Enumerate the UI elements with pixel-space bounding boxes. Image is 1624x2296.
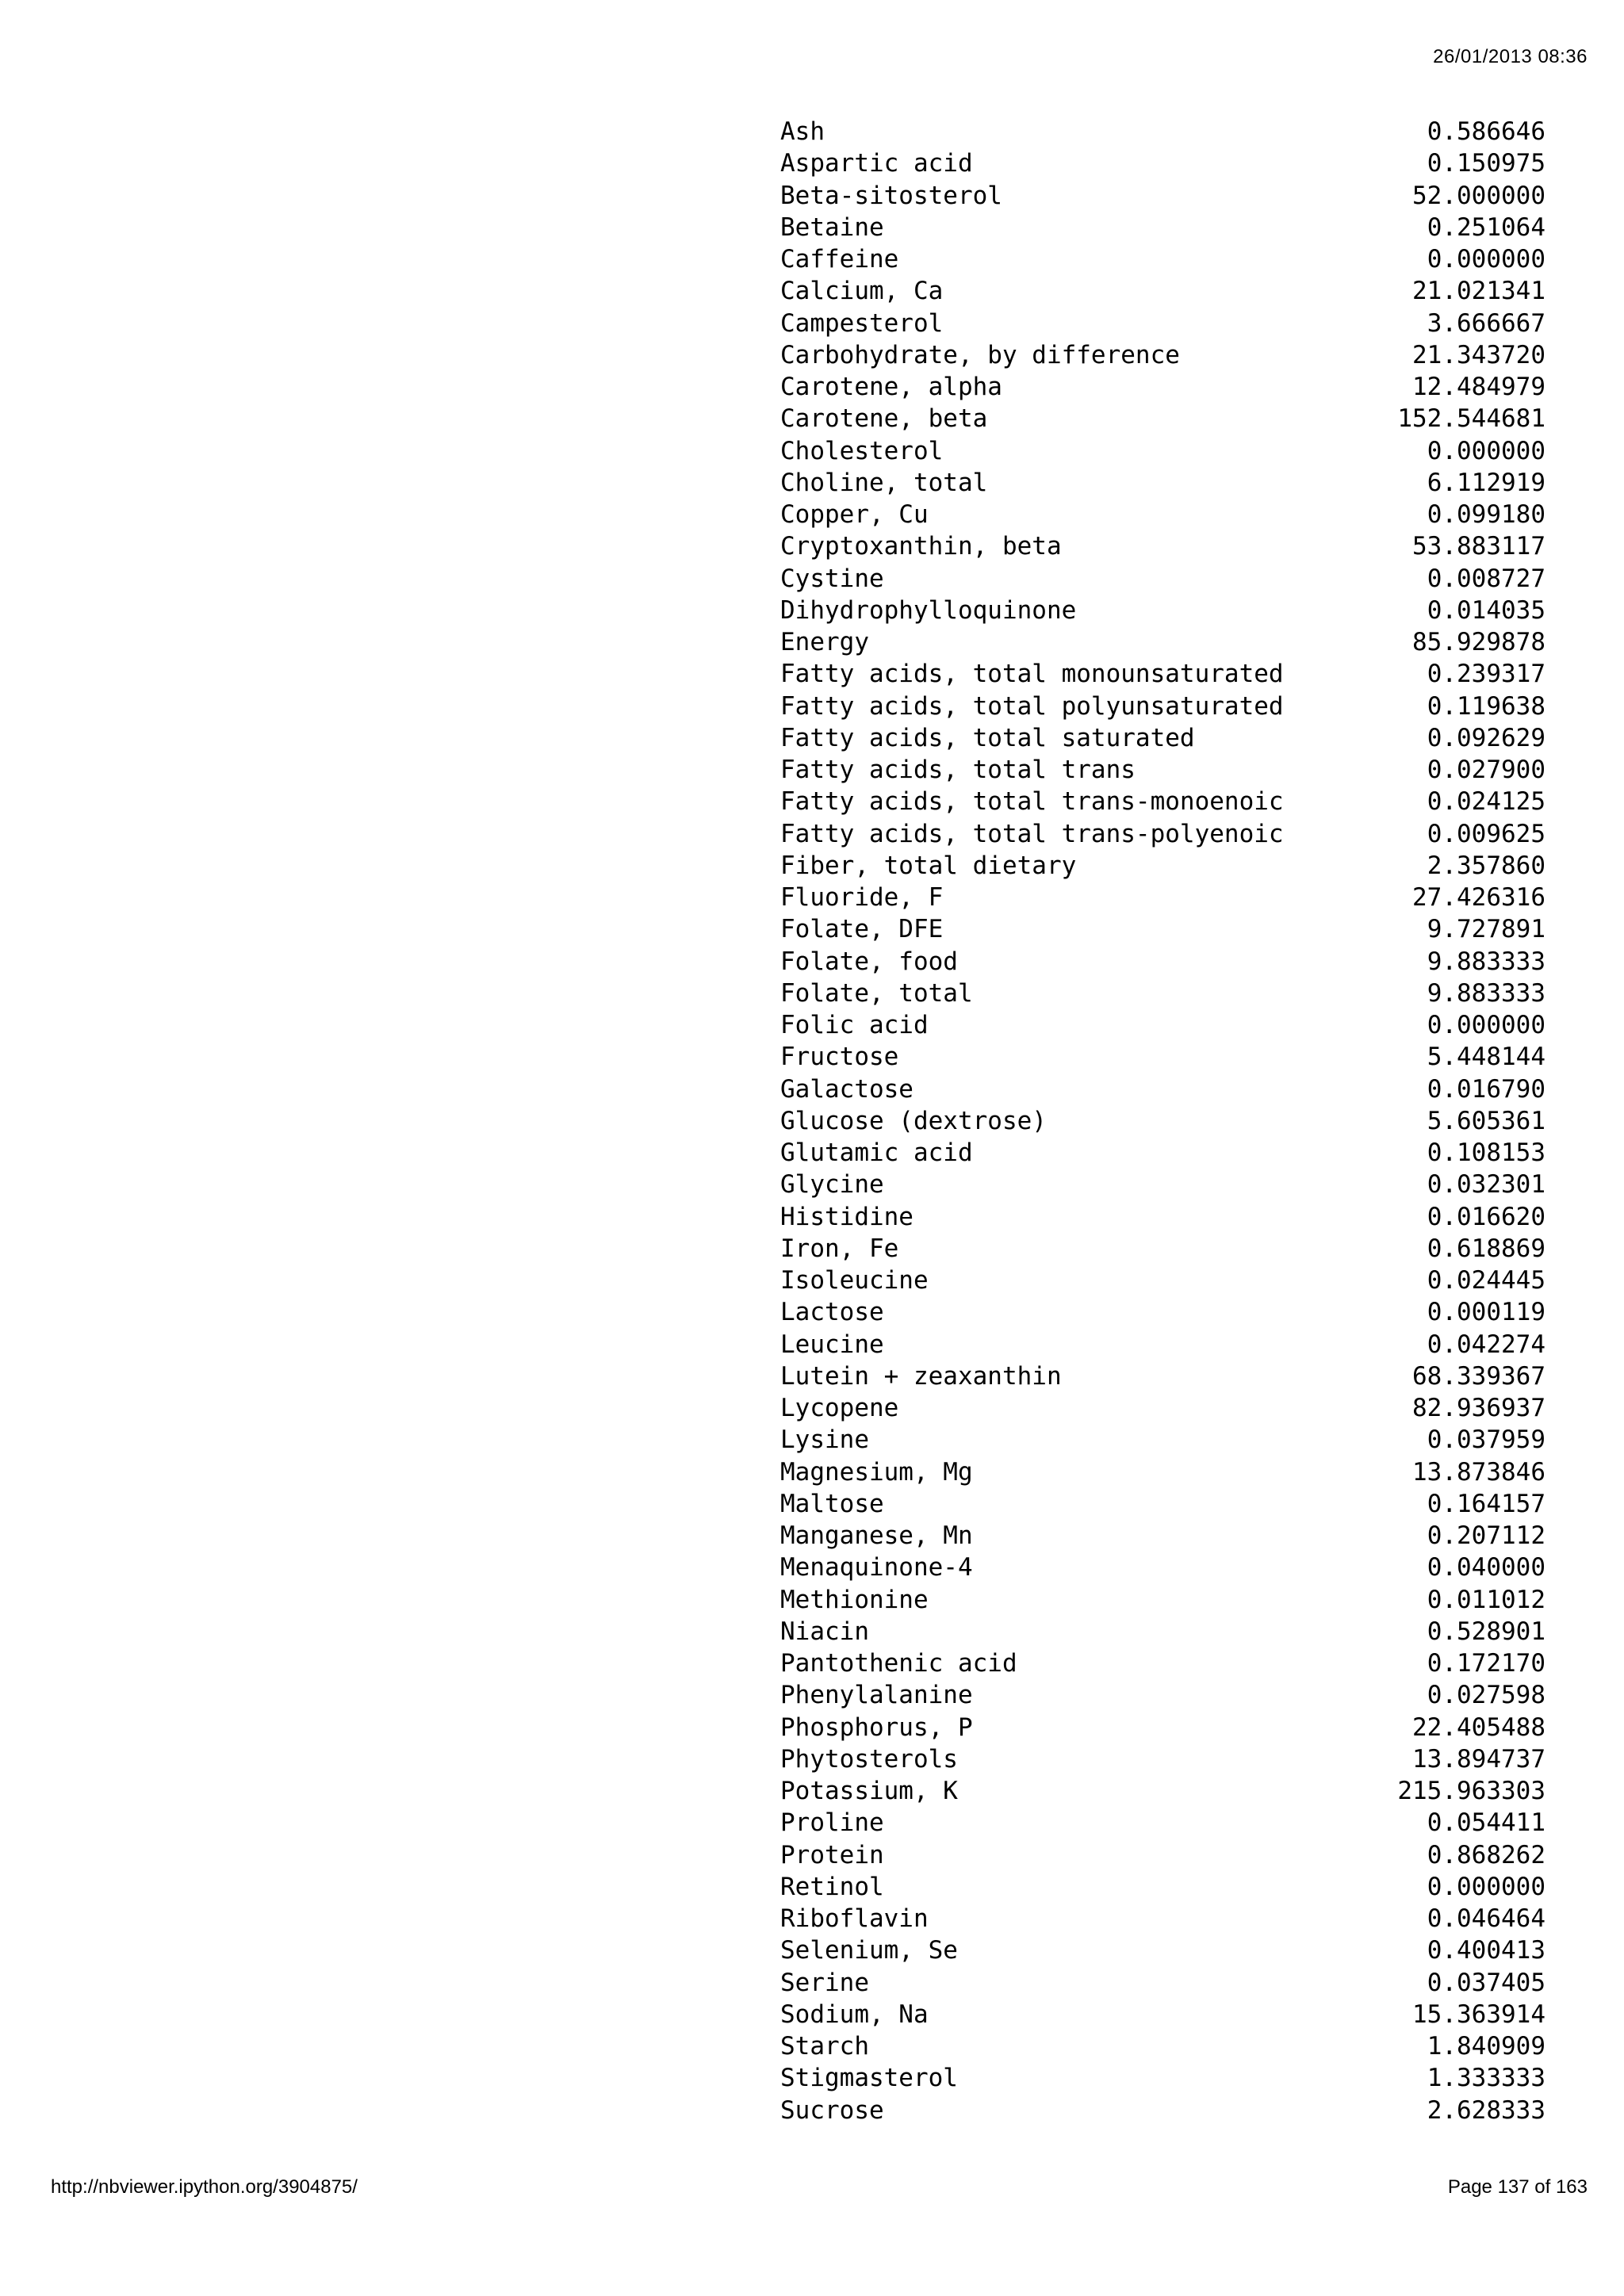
table-row xyxy=(780,818,1545,850)
table-row xyxy=(780,1424,1545,1456)
nutrient-name: Fructose xyxy=(780,1043,899,1072)
table-row xyxy=(780,1392,1545,1424)
nutrient-name: Lycopene xyxy=(780,1394,899,1423)
nutrient-name: Fatty acids, total polyunsaturated xyxy=(780,691,1284,721)
nutrient-name: Glucose (dextrose) xyxy=(780,1106,1047,1135)
nutrient-name: Proline xyxy=(780,1808,884,1838)
nutrient-value: 82.936937 xyxy=(1412,1394,1545,1423)
nutrient-value: 0.040000 xyxy=(1427,1553,1545,1582)
table-row xyxy=(780,2030,1545,2062)
nutrient-name: Fatty acids, total trans-polyenoic xyxy=(780,819,1284,848)
nutrient-value: 0.000119 xyxy=(1427,1298,1545,1327)
nutrient-name: Lutein + zeaxanthin xyxy=(780,1361,1062,1391)
nutrient-value: 5.605361 xyxy=(1427,1106,1545,1135)
table-row xyxy=(780,499,1545,530)
table-row xyxy=(780,467,1545,499)
table-row xyxy=(780,1934,1545,1966)
nutrient-value: 0.000000 xyxy=(1427,436,1545,465)
table-row xyxy=(780,1137,1545,1169)
nutrient-value: 0.016790 xyxy=(1427,1074,1545,1104)
nutrient-name: Folate, food xyxy=(780,947,958,976)
nutrient-value: 2.357860 xyxy=(1427,851,1545,880)
nutrient-name: Fatty acids, total trans-monoenoic xyxy=(780,787,1284,817)
table-row xyxy=(780,946,1545,978)
nutrient-name: Lysine xyxy=(780,1425,869,1455)
nutrient-name: Folate, DFE xyxy=(780,915,944,944)
nutrient-value: 9.883333 xyxy=(1427,978,1545,1008)
table-row xyxy=(780,1456,1545,1488)
nutrient-value: 13.873846 xyxy=(1412,1457,1545,1487)
nutrient-name: Starch xyxy=(780,2032,869,2061)
table-row xyxy=(780,530,1545,562)
nutrient-name: Protein xyxy=(780,1840,884,1869)
nutrient-name: Selenium, Se xyxy=(780,1936,958,1965)
nutrient-value: 21.343720 xyxy=(1412,340,1545,369)
nutrient-name: Iron, Fe xyxy=(780,1234,899,1263)
table-row xyxy=(780,212,1545,243)
nutrient-value: 0.008727 xyxy=(1427,564,1545,593)
nutrient-value: 53.883117 xyxy=(1412,532,1545,561)
nutrient-value: 0.027900 xyxy=(1427,756,1545,785)
nutrient-value: 0.099180 xyxy=(1427,500,1545,530)
nutrient-value: 9.727891 xyxy=(1427,915,1545,944)
nutrient-value: 0.032301 xyxy=(1427,1170,1545,1200)
nutrient-value: 0.586646 xyxy=(1427,117,1545,147)
nutrient-name: Folic acid xyxy=(780,1011,929,1040)
table-row xyxy=(780,882,1545,913)
nutrient-value: 1.333333 xyxy=(1427,2064,1545,2093)
nutrient-value: 0.400413 xyxy=(1427,1936,1545,1965)
nutrient-name: Copper, Cu xyxy=(780,500,929,530)
nutrient-name: Glycine xyxy=(780,1170,884,1200)
nutrient-name: Phosphorus, P xyxy=(780,1712,973,1742)
table-row xyxy=(780,1265,1545,1296)
nutrient-name: Fiber, total dietary xyxy=(780,851,1077,880)
table-row xyxy=(780,1296,1545,1328)
nutrient-value: 0.000000 xyxy=(1427,245,1545,274)
nutrient-name: Riboflavin xyxy=(780,1904,929,1934)
nutrient-value: 0.092629 xyxy=(1427,723,1545,752)
table-row xyxy=(780,1329,1545,1360)
table-row xyxy=(780,1360,1545,1392)
nutrient-name: Cystine xyxy=(780,564,884,593)
nutrient-value: 0.150975 xyxy=(1427,149,1545,178)
nutrient-value: 0.207112 xyxy=(1427,1521,1545,1551)
table-row xyxy=(780,147,1545,179)
nutrient-name: Calcium, Ca xyxy=(780,277,944,306)
nutrient-name: Niacin xyxy=(780,1617,869,1646)
table-row xyxy=(780,116,1545,147)
table-row xyxy=(780,1999,1545,2030)
table-row xyxy=(780,1041,1545,1073)
nutrient-name: Cryptoxanthin, beta xyxy=(780,532,1062,561)
nutrient-name: Fluoride, F xyxy=(780,883,944,913)
nutrient-name: Magnesium, Mg xyxy=(780,1457,973,1487)
nutrient-value: 0.000000 xyxy=(1427,1872,1545,1901)
table-row xyxy=(780,754,1545,786)
table-row xyxy=(780,1743,1545,1775)
nutrient-value: 6.112919 xyxy=(1427,468,1545,497)
nutrient-value: 0.009625 xyxy=(1427,819,1545,848)
table-row xyxy=(780,1488,1545,1520)
nutrient-value: 0.037405 xyxy=(1427,1968,1545,1997)
table-row xyxy=(780,1009,1545,1041)
nutrient-value: 5.448144 xyxy=(1427,1043,1545,1072)
table-row xyxy=(780,435,1545,467)
nutrient-name: Serine xyxy=(780,1968,869,1997)
nutrient-name: Methionine xyxy=(780,1585,929,1614)
nutrient-value: 0.027598 xyxy=(1427,1681,1545,1710)
table-row xyxy=(780,1169,1545,1200)
nutrient-value: 0.046464 xyxy=(1427,1904,1545,1934)
table-row xyxy=(780,308,1545,339)
nutrient-value: 12.484979 xyxy=(1412,373,1545,402)
nutrient-table xyxy=(780,116,1545,2126)
nutrient-name: Beta-sitosterol xyxy=(780,181,1002,210)
table-row xyxy=(780,1679,1545,1711)
nutrient-name: Sodium, Na xyxy=(780,1999,929,2029)
nutrient-value: 21.021341 xyxy=(1412,277,1545,306)
nutrient-name: Menaquinone-4 xyxy=(780,1553,973,1582)
nutrient-value: 85.929878 xyxy=(1412,628,1545,657)
table-row xyxy=(780,1073,1545,1105)
nutrient-name: Aspartic acid xyxy=(780,149,973,178)
table-row xyxy=(780,1967,1545,1999)
table-row xyxy=(780,1712,1545,1743)
nutrient-value: 0.000000 xyxy=(1427,1011,1545,1040)
nutrient-value: 215.963303 xyxy=(1397,1777,1545,1806)
table-row xyxy=(780,275,1545,307)
nutrient-name: Ash xyxy=(780,117,825,147)
table-row xyxy=(780,1584,1545,1616)
nutrient-value: 0.042274 xyxy=(1427,1330,1545,1359)
table-row xyxy=(780,595,1545,626)
table-row xyxy=(780,371,1545,403)
table-row xyxy=(780,1616,1545,1647)
nutrient-name: Cholesterol xyxy=(780,436,944,465)
nutrient-name: Carbohydrate, by difference xyxy=(780,340,1180,369)
nutrient-name: Phytosterols xyxy=(780,1744,958,1774)
nutrient-name: Pantothenic acid xyxy=(780,1649,1017,1678)
nutrient-name: Stigmasterol xyxy=(780,2064,958,2093)
nutrient-value: 0.011012 xyxy=(1427,1585,1545,1614)
nutrient-value: 0.054411 xyxy=(1427,1808,1545,1838)
nutrient-value: 0.014035 xyxy=(1427,595,1545,625)
table-row xyxy=(780,658,1545,690)
table-row xyxy=(780,1775,1545,1807)
table-row xyxy=(780,1647,1545,1679)
table-row xyxy=(780,1871,1545,1903)
nutrient-name: Leucine xyxy=(780,1330,884,1359)
nutrient-name: Carotene, alpha xyxy=(780,373,1002,402)
nutrient-value: 15.363914 xyxy=(1412,1999,1545,2029)
table-row xyxy=(780,626,1545,658)
table-row xyxy=(780,691,1545,722)
nutrient-name: Manganese, Mn xyxy=(780,1521,973,1551)
table-row xyxy=(780,180,1545,212)
nutrient-value: 27.426316 xyxy=(1412,883,1545,913)
nutrient-value: 0.172170 xyxy=(1427,1649,1545,1678)
nutrient-name: Betaine xyxy=(780,212,884,242)
nutrient-name: Fatty acids, total trans xyxy=(780,756,1136,785)
nutrient-value: 0.618869 xyxy=(1427,1234,1545,1263)
table-row xyxy=(780,2062,1545,2094)
table-row xyxy=(780,786,1545,817)
nutrient-value: 0.251064 xyxy=(1427,212,1545,242)
nutrient-name: Sucrose xyxy=(780,2095,884,2125)
nutrient-name: Histidine xyxy=(780,1202,914,1231)
table-row xyxy=(780,1105,1545,1137)
table-row xyxy=(780,1839,1545,1871)
nutrient-name: Campesterol xyxy=(780,308,944,338)
table-row xyxy=(780,1807,1545,1839)
nutrient-name: Isoleucine xyxy=(780,1266,929,1295)
nutrient-value: 0.164157 xyxy=(1427,1489,1545,1518)
table-row xyxy=(780,243,1545,275)
nutrient-value: 0.528901 xyxy=(1427,1617,1545,1646)
table-row xyxy=(780,2095,1545,2126)
table-row xyxy=(780,1520,1545,1552)
nutrient-value: 3.666667 xyxy=(1427,308,1545,338)
nutrient-name: Potassium, K xyxy=(780,1777,958,1806)
nutrient-name: Energy xyxy=(780,628,869,657)
nutrient-value: 0.024125 xyxy=(1427,787,1545,817)
nutrient-name: Maltose xyxy=(780,1489,884,1518)
nutrient-value: 0.239317 xyxy=(1427,660,1545,689)
nutrient-name: Dihydrophylloquinone xyxy=(780,595,1077,625)
table-row xyxy=(780,850,1545,882)
table-row xyxy=(780,1201,1545,1233)
nutrient-value: 22.405488 xyxy=(1412,1712,1545,1742)
nutrient-value: 68.339367 xyxy=(1412,1361,1545,1391)
nutrient-name: Galactose xyxy=(780,1074,914,1104)
table-row xyxy=(780,339,1545,371)
nutrient-value: 2.628333 xyxy=(1427,2095,1545,2125)
nutrient-name: Choline, total xyxy=(780,468,988,497)
nutrient-value: 0.868262 xyxy=(1427,1840,1545,1869)
table-row xyxy=(780,1552,1545,1583)
nutrient-name: Fatty acids, total monounsaturated xyxy=(780,660,1284,689)
page-url: http://nbviewer.ipython.org/3904875/ xyxy=(51,2176,358,2198)
nutrient-value: 0.108153 xyxy=(1427,1138,1545,1168)
nutrient-value: 13.894737 xyxy=(1412,1744,1545,1774)
table-row xyxy=(780,978,1545,1009)
nutrient-value: 0.037959 xyxy=(1427,1425,1545,1455)
nutrient-value: 0.119638 xyxy=(1427,691,1545,721)
nutrient-name: Caffeine xyxy=(780,245,899,274)
nutrient-name: Retinol xyxy=(780,1872,884,1901)
nutrient-value: 0.024445 xyxy=(1427,1266,1545,1295)
nutrient-name: Fatty acids, total saturated xyxy=(780,723,1195,752)
nutrient-name: Phenylalanine xyxy=(780,1681,973,1710)
table-row xyxy=(780,1903,1545,1934)
table-row xyxy=(780,913,1545,945)
nutrient-value: 152.544681 xyxy=(1397,404,1545,434)
table-row xyxy=(780,403,1545,434)
print-timestamp: 26/01/2013 08:36 xyxy=(1433,46,1588,67)
nutrient-value: 0.016620 xyxy=(1427,1202,1545,1231)
nutrient-name: Folate, total xyxy=(780,978,973,1008)
table-row xyxy=(780,563,1545,595)
nutrient-value: 1.840909 xyxy=(1427,2032,1545,2061)
nutrient-value: 52.000000 xyxy=(1412,181,1545,210)
nutrient-name: Glutamic acid xyxy=(780,1138,973,1168)
nutrient-name: Carotene, beta xyxy=(780,404,988,434)
page-number: Page 137 of 163 xyxy=(1447,2176,1588,2198)
table-row xyxy=(780,1233,1545,1265)
nutrient-name: Lactose xyxy=(780,1298,884,1327)
table-row xyxy=(780,722,1545,754)
nutrient-value: 9.883333 xyxy=(1427,947,1545,976)
